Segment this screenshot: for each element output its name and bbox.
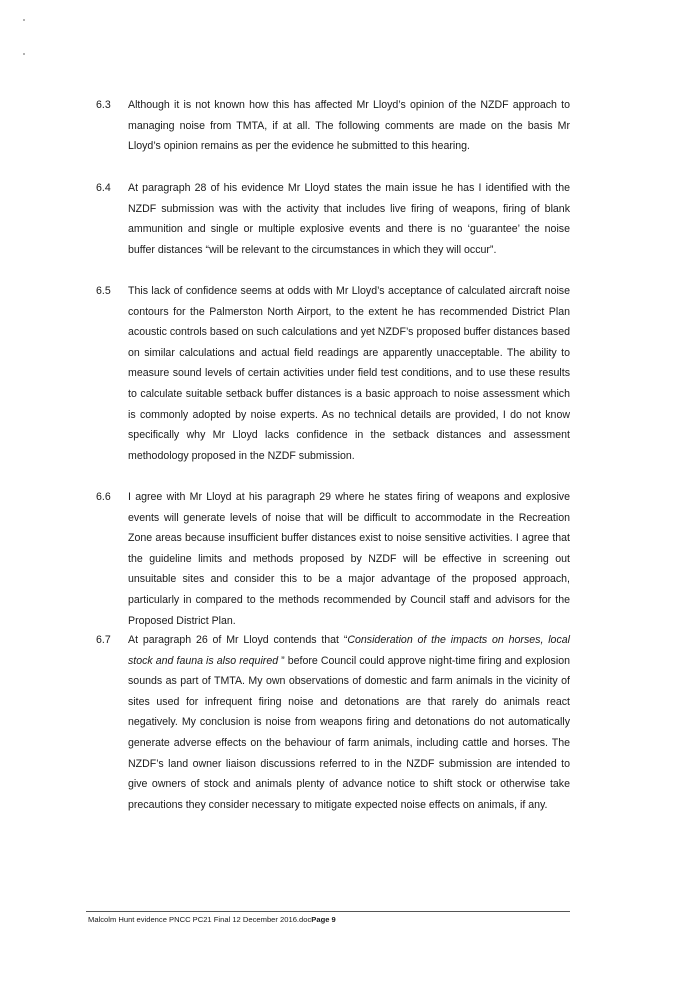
- footer-divider: [86, 911, 570, 912]
- paragraph-6-5: [96, 281, 570, 466]
- footer-document-name: Malcolm Hunt evidence PNCC PC21 Final 12 December 2016.doc: [88, 915, 312, 924]
- scan-mark: [23, 53, 25, 55]
- paragraph-6-6: [96, 487, 570, 631]
- paragraph-number: 6.5: [96, 285, 111, 297]
- paragraph-6-3: [96, 95, 570, 157]
- paragraph-text-segment: At paragraph 28 of his evidence Mr Lloyd states the main issue he has I identified with the NZDF submission was with the activity that includes live firing of weapons, firing of blank ammunition and single or multiple explosive events and there is no ‘guarantee’ the noise buffer distances “will be relevant to the circumstances in which they will occur”.: [128, 182, 570, 256]
- paragraph-number: 6.7: [96, 634, 111, 646]
- paragraph-text-segment: I agree with Mr Lloyd at his paragraph 29 where he states firing of weapons and explosive events will generate levels of noise that will be difficult to accommodate in the Recreation Zone areas because insufficient buffer distances exist to noise sensitive activities. I agree that the guideline limits and methods proposed by NZDF will be effective in screening out unsuitable sites and consider this to be a major advantage of the proposed approach, particularly in compared to the methods recommended by Council staff and advisors for the Proposed District Plan.: [128, 491, 570, 627]
- paragraph-6-4: [96, 178, 570, 260]
- scan-mark: [23, 19, 25, 21]
- paragraph-text: [128, 630, 570, 815]
- paragraph-number: 6.3: [96, 99, 111, 111]
- paragraph-text-segment: This lack of confidence seems at odds with Mr Lloyd’s acceptance of calculated aircraft noise contours for the Palmerston North Airport, to the extent he has recommended District Plan acoustic controls based on such calculations and yet NZDF’s proposed buffer distances based on similar calculations and actual field readings are apparently unacceptable. The ability to measure sound levels of certain activities under field test conditions, and to use these results to calculate suitable setback buffer distances is a basic approach to noise assessment which is commonly adopted by noise experts. As no technical details are provided, I do not know specifically why Mr Lloyd lacks confidence in the setback distances and assessment methodology proposed in the NZDF submission.: [128, 285, 570, 462]
- paragraph-number: 6.6: [96, 491, 111, 503]
- paragraph-text-segment: Although it is not known how this has affected Mr Lloyd’s opinion of the NZDF approach to managing noise from TMTA, if at all. The following comments are made on the basis Mr Lloyd’s opinion remains as per the evidence he submitted to this hearing.: [128, 99, 570, 153]
- paragraph-6-7: [96, 630, 570, 815]
- paragraph-text-segment: At paragraph 26 of Mr Lloyd contends that “: [128, 634, 348, 646]
- paragraph-text: [128, 281, 570, 466]
- paragraph-text: [128, 487, 570, 631]
- quoted-text-italic: Consideration of the impacts on horses, local stock and fauna is also required: [128, 634, 570, 667]
- footer-page-number: Page 9: [311, 915, 336, 924]
- paragraph-text: [128, 95, 570, 157]
- paragraph-text-segment: ” before Council could approve night-time firing and explosion sounds as part of TMTA. My own observations of domestic and farm animals in the vicinity of sites used for infrequent firing noise and detonations are that rarely do animals react negatively. My conclusion is noise from weapons firing and detonations do not automatically generate adverse effects on the behaviour of farm animals, including cattle and horses. The NZDF’s land owner liaison discussions referred to in the NZDF submission are intended to give owners of stock and animals plenty of advance notice to shift stock or otherwise take precautions they consider necessary to mitigate expected noise effects on animals, if any.: [128, 654, 570, 811]
- paragraph-number: 6.4: [96, 182, 111, 194]
- page-footer: [88, 914, 336, 925]
- paragraph-text: [128, 178, 570, 260]
